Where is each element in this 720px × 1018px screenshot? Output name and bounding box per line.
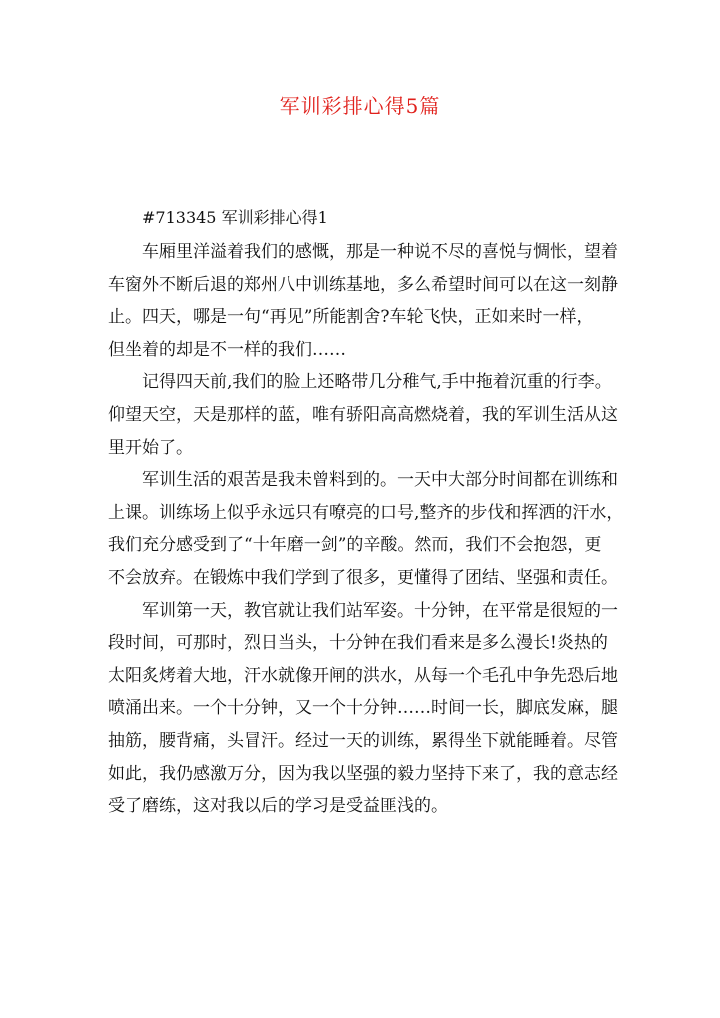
text-line: 记得四天前,我们的脸上还略带几分稚气,手中拖着沉重的行李。	[142, 372, 612, 393]
paragraph-4	[108, 595, 626, 823]
text-line: 如此，我仍感激万分，因为我以坚强的毅力坚持下来了，我的意志经	[108, 763, 618, 784]
text-line: 抽筋，腰背痛，头冒汗。经过一天的训练，累得坐下就能睡着。尽管	[108, 730, 618, 751]
text-line: 不会放弃。在锻炼中我们学到了很多，更懂得了团结、坚强和责任。	[108, 567, 618, 588]
text-line: 太阳炙烤着大地，汗水就像开闸的洪水，从每一个毛孔中争先恐后地	[108, 665, 618, 686]
text-line: 车厢里洋溢着我们的感慨，那是一种说不尽的喜悦与惆怅，望着	[142, 242, 618, 262]
text-line: 里开始了。	[108, 437, 193, 458]
text-line: 我们充分感受到了“十年磨一剑”的辛酸。然而，我们不会抱怨，更	[108, 535, 602, 556]
text-line: 段时间，可那时，烈日当头，十分钟在我们看来是多么漫长!炎热的	[108, 633, 608, 654]
text-line: 但坐着的却是不一样的我们……	[108, 339, 346, 360]
text-line: 喷涌出来。一个十分钟，又一个十分钟……时间一长，脚底发麻，腿	[108, 698, 618, 719]
text-line: 受了磨练，这对我以后的学习是受益匪浅的。	[108, 796, 448, 817]
paragraph-1	[108, 236, 626, 366]
text-line: 车窗外不断后退的郑州八中训练基地，多么希望时间可以在这一刻静	[108, 274, 618, 295]
text-line: 军训第一天，教官就让我们站军姿。十分钟，在平常是很短的一	[142, 600, 618, 621]
paragraph-3	[108, 464, 626, 594]
paragraph-2	[108, 366, 626, 464]
text-line: 军训生活的艰苦是我未曾料到的。一天中大部分时间都在训练和	[142, 470, 618, 491]
document-body	[108, 200, 626, 823]
text-line: 上课。训练场上似乎永远只有嘹亮的口号,整齐的步伐和挥洒的汗水，	[108, 502, 624, 523]
text-line: 仰望天空，天是那样的蓝，唯有骄阳高高燃烧着，我的军训生活从这	[108, 404, 618, 425]
section-heading: #713345 军训彩排心得1	[142, 208, 328, 227]
text-line: 止。四天，哪是一句“再见”所能割舍?车轮飞快，正如来时一样，	[108, 307, 594, 328]
document-title: 军训彩排心得5篇	[279, 94, 441, 118]
